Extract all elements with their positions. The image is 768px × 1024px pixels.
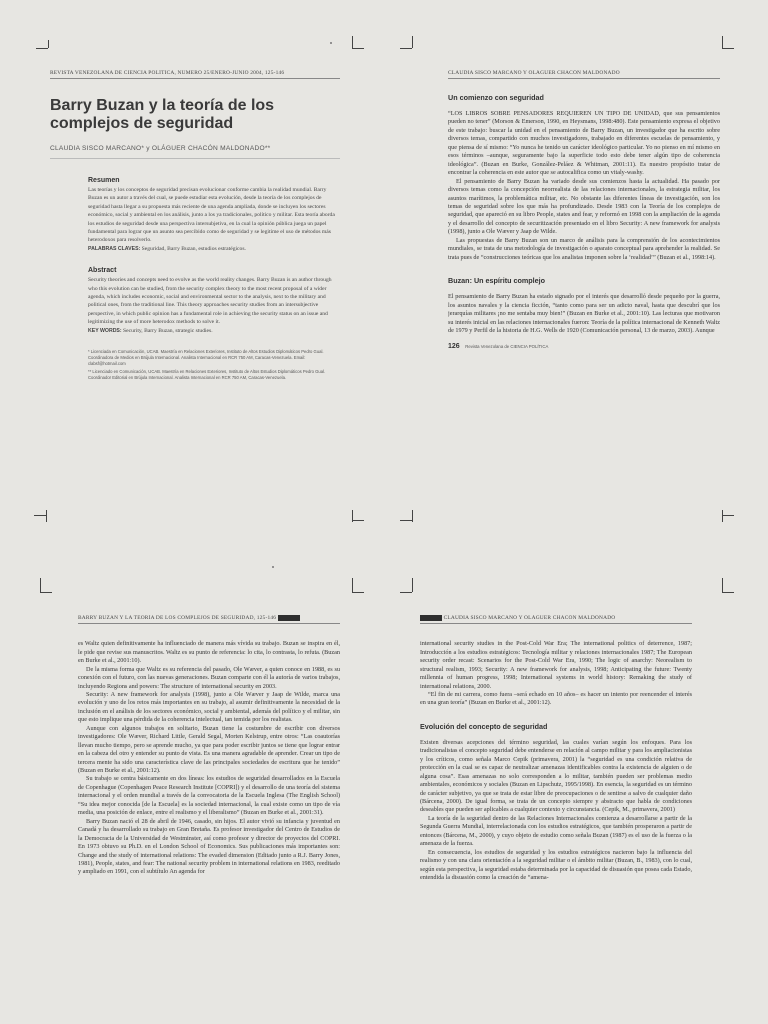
body-paragraph: “El fin de mi carrera, como fuera –será echado en 10 años– es hacer un intento por reencender el interés en una gran teoría” (Buzan en Burke et al., 2001:12).	[420, 690, 692, 707]
header-band	[420, 615, 442, 621]
palabras-claves-label: PALABRAS CLAVES:	[88, 245, 141, 252]
body-paragraph: De la misma forma que Waltz es su referencia del pasado, Ole Wæver, a quien conoce en 1988, es su conexión con el futuro, con las nuevas generaciones. Buzan comparte con él la autoría de varios trabajos, incluyendo Regions and powers: The structure of international security en 2003.	[78, 665, 340, 690]
section-heading: Buzan: Un espíritu complejo	[448, 276, 546, 286]
registration-dot	[330, 42, 332, 44]
section-heading: Un comienzo con seguridad	[448, 93, 544, 102]
crop-mark	[352, 592, 364, 593]
crop-mark	[352, 48, 364, 49]
body-paragraph: Barry Buzan nació el 28 de abril de 1946, casado, sin hijos. El autor vivió su infancia y juventud en Canadá y ha desarrollado su trabajo en Gran Bretaña. Es profesor investigador del Centro de Estudios de la Democracia de la Universidad de Westminster, así como profesor y director de proyectos del COPRI. En 1973 obtuvo su Ph.D. en el London School of Economics. Sus publicaciones más importantes son: Change and the study of international relations: The evaded dimension (Editado junto a R.J. Barry Jones, 1981), People, states, and fear: The national security problem in international relations en 1983, reeditado y ampliado en 1991, con el subtítulo An agenda for	[78, 817, 340, 876]
crop-mark	[412, 578, 413, 592]
page-127	[78, 615, 340, 1024]
body-paragraph: “LOS LIBROS SOBRE PENSADORES REQUIEREN UN TIPO DE UNIDAD, que sus pensamientos pueden no tener” (Morson & Emerson, 1990, en Heysmans, 1998:480). Este pensamiento expresa el objetivo de este trabajo: buscar la unidad en el pensamiento de Barry Buzan, un investigador que ha escrito sobre diversos temas, compartido con muchos investigadores, trabajado en diferentes escuelas de pensamiento, y que piensa de sí mismo: “Yo nunca he tenido un carácter ideológico particular. Yo no pienso en mí mismo en esos términos –aunque, seguramente bajo la superficie todo esto debe tener algún tipo de coherencia ideológica”. (Buzan en Burke, González-Peláez & Whitman, 2001:11). Es nuestro propósito tratar de encontrar la coherencia en este autor que se autocalifica como un vitaly-washy.	[448, 110, 720, 177]
body-paragraph: Su trabajo se centra básicamente en dos líneas: los estudios de seguridad desarrollados en la Escuela de Copenhague (Copenhagen Peace Research Institute [COPRI]) y el desarrollo de una teoría del sistema internacional y el orden mundial a través de la convocatoria de la Escuela Inglesa (The English School) “Su idea mejor conocida [de la Escuela] es la sociedad internacional, la cual existe como un tipo de vía media, una posición de enlace, entre el realismo y el liberalismo” (Buzan en Burke et al., 2001:31).	[78, 775, 340, 817]
body-paragraph: El pensamiento de Barry Buzan ha variado desde sus comienzos hasta la actualidad. Ha pasado por diversos temas como la concepción neorrealista de las relaciones internacionales, la estrategia militar, los asuntos marítimos, la problemática militar, etc. No obstante las diferentes líneas de investigación, son los temas de seguridad sobre los que más ha profundizado. Desde 1983 con la Teoría de los complejos de seguridad, que apareció en su libro People, states and fear, y reformó en 1998 con la ampliación de la agenda y el desarrollo del concepto de securitización presentado en el libro Security: A new framework for analysis (1998), junto a Ole Wæver y Jaap de Wilde.	[448, 177, 720, 236]
resumen-text: Las teorías y los conceptos de seguridad precisan evolucionar conforme cambia la realidad mundial. Barry Buzan es un autor a través del cual, se puede estudiar esta evolución, desde la teoría de los complejos de seguridad hasta llegar a su propuesta más reciente de una agenda ampliada, donde se incluyen los sectores económico, social y ambiental en los análisis, junto a los ya tradicionales, político y militar. Esta teoría aborda los estudios de seguridad desde una perspectiva intersubjetiva, en la cual la opinión pública juega un papel fundamental para lograr que un asunto sea percibido como de seguridad y se legitime el uso de métodos más heterodoxos para resolverlo.	[88, 187, 335, 244]
crop-mark	[352, 520, 364, 521]
crop-mark	[40, 578, 41, 592]
palabras-claves	[88, 245, 340, 253]
crop-mark	[722, 578, 723, 592]
journal-name: Revista Venezolana de CIENCIA POLÍTICA	[465, 344, 549, 350]
body-paragraph: Las propuestas de Barry Buzan son un marco de análisis para la comprensión de los acontecimientos mundiales, se trata de una metodología de investigación o aparato conceptual para aprehender la realidad. Se trata pues de “construcciones teóricas que los analistas imponen sobre la ‘realidad’” (Buzan et al., 1998:14).	[448, 236, 720, 261]
body-paragraph: Aunque con algunos trabajos en solitario, Buzan tiene la costumbre de escribir con diversos investigadores: Ole Wæver, Richard Little, Gerald Segal, Morten Kelstrup, entre otros: “Las coautorías llevan mucho tiempo, pero se aprende mucho, ya que para poder escribir juntos se tiene que lograr entrar en la cabeza del otro y entender su punto de vista. Es una manera agradable de aprender. Crear un tipo de tercera mente ha sido una característica clave de las principales sociedades de escritura que he tenido” (Buzan en Burke et al., 2001:12).	[78, 724, 340, 775]
page-126	[448, 70, 720, 490]
running-head-text: CLAUDIA SISCO MARCANO Y OLÁGUER CHACÓN MALDONADO	[443, 615, 616, 622]
footnotes	[50, 349, 340, 381]
resumen-heading: Resumen	[88, 177, 120, 184]
header-rule	[78, 623, 340, 624]
crop-mark	[352, 578, 353, 592]
title-rule	[50, 158, 340, 159]
page-128	[420, 615, 692, 1024]
page-number: 126	[448, 343, 460, 351]
registration-dot	[272, 566, 274, 568]
crop-mark	[412, 36, 413, 48]
body-paragraph: La teoría de la seguridad dentro de las Relaciones Internacionales comienza a desarrollarse a partir de la Segunda Guerra Mundial, interrelacionada con los estudios estratégicos, que también prosperaron a partir de entonces (Bárcena, M., 2000), y cuyo objeto de estudio como señala Buzan (1987) es el uso de la fuerza o la amenaza de la fuerza.	[420, 814, 692, 848]
running-head: REVISTA VENEZOLANA DE CIENCIA POLÍTICA, NÚMERO 25/ENERO-JUNIO 2004, 125-146	[50, 70, 285, 76]
palabras-claves-text: Seguridad, Barry Buzan, estudios estratégicos.	[140, 245, 246, 252]
crop-mark	[400, 48, 412, 49]
header-rule	[420, 623, 692, 624]
abstract-text: Security theories and concepts need to evolve as the world reality changes. Barry Buzan is an author through who this evolution can be studied, from the security complex theory to the most recent proposal of a wider agenda, which includes economic, social and environmental sector to the analysis, next to the military and political ones, from the traditional line. This theory approaches security studies from an intersubjective perspective, in which public opinion has a fundamental role in achieving the security status on an issue and legitimizing the use of more heterodox methods to solve it.	[88, 277, 332, 326]
crop-mark	[722, 36, 723, 48]
footnote: ** Licenciado en Comunicación, UCAB. Maestría en Relaciones Exteriores, Instituto de Altos Estudios Diplomáticos Pedro Gual. Coordinador Editorial en Brújula Internacional. Analista Internacional en RCR 750 AM, Caracas-Venezuela.	[88, 369, 326, 381]
section-heading: Evolución del concepto de seguridad	[420, 721, 548, 731]
running-head-text: BARRY BUZAN Y LA TEORÍA DE LOS COMPLEJOS DE SEGURIDAD, 125-146	[78, 615, 277, 622]
abstract-block	[50, 177, 340, 335]
body-paragraph: El pensamiento de Barry Buzan ha estado signado por el interés que desarrolló desde pequeño por la guerra, los asuntos navales y la ciencia ficción, “tanto como para ser un adicto naval, hasta que descubrí que los jerarquías militares ¡no me sentaba muy bien!” (Buzan en Burke et al., 2001:10). Las lecturas que motivaron su interés inicial en las relaciones internacionales fueron: Teoría de la política internacional de Kenneth Waltz de 1979 y Perfil de la historia de H.G. Wells de 1920 (Comunicación personal, 13 de marzo, 2003). Aunque	[448, 293, 720, 334]
body-paragraph: es Waltz quien definitivamente ha influenciado de manera más vívida su trabajo. Buzan se inspira en él, le pide que revise sus manuscritos. Waltz es su punto de referencia: lo cita, lo contrasta, lo refuta. (Buzan en Burke et al., 2001:10).	[78, 640, 340, 665]
article-title: Barry Buzan y la teoría de los complejos de seguridad	[50, 97, 275, 132]
running-head: CLAUDIA SISCO MARCANO Y OLÁGUER CHACÓN MALDONADO	[448, 70, 620, 76]
crop-mark	[48, 40, 49, 48]
crop-mark	[46, 510, 47, 522]
key-words-text: Security, Barry Buzan, strategic studies.	[121, 327, 213, 334]
running-head	[420, 615, 692, 621]
running-head	[78, 615, 340, 621]
crop-mark	[722, 515, 734, 516]
abstract-heading: Abstract	[88, 267, 117, 275]
page-footer	[448, 343, 720, 350]
crop-mark	[36, 48, 48, 49]
crop-mark	[34, 515, 46, 516]
crop-mark	[722, 510, 723, 522]
body-paragraph: Security: A new framework for analysis (1998), junto a Ole Wæver y Jaap de Wilde, marca una evolución y uno de los retos más importantes en su trabajo, al asumir definitivamente la necesidad de la inclusión en el análisis de los sectores económico, social y ambiental, además del político y el militar, sin que esto implique una pérdida de la coherencia intelectual, tan temida por los realistas.	[78, 690, 340, 724]
page-125	[50, 70, 340, 480]
article-authors: CLAUDIA SISCO MARCANO* y OLÁGUER CHACÓN MALDONADO**	[50, 145, 271, 152]
header-band	[278, 615, 300, 621]
body-paragraph: international security studies in the Post-Cold War Era; The international politics of deterrence, 1987; Introducción a los estudios estratégicos: Tecnología militar y relaciones internacionales 1987; The European security order recast: Scenarios for the Post-Cold War Era, 1990; The logic of anarchy: Neorealism to structural realism, 1993; Security: A new framework for analysis, 1998; Anticipating the future: Twenty millennia of human progress, 1998; International systems in world history: Remaking the study of international relations, 2000.	[420, 640, 692, 690]
crop-mark	[352, 36, 353, 48]
header-rule	[448, 78, 720, 79]
crop-mark	[722, 48, 734, 49]
key-words-label: KEY WORDS:	[88, 327, 122, 334]
crop-mark	[412, 510, 413, 522]
crop-mark	[400, 520, 412, 521]
crop-mark	[400, 592, 412, 593]
body-paragraph: Existen diversas acepciones del término seguridad, las cuales varían según los enfoques. Para los tradicionalistas el concepto seguridad debe entenderse en relación al campo militar y para los ampliacionistas y los críticos, como señala Marco Cepik (primavera, 2001) la “seguridad es una condición relativa de protección en la cual se es capaz de neutralizar amenazas identificables contra la existencia de alguien o de alguna cosa”. Esas amenazas no solo corresponden a lo militar, también pueden ser problemas medio ambientales, económicos y sociales (Buzan en Lipschutz, 1995/1998). En esencia, la seguridad es un término de carácter subjetivo, ya que se trata de estar libre de preocupaciones o de sentirse a salvo de cualquier daño (Bárcena, 2000). De igual forma, se trata de un concepto siempre y abstracto que habla de condiciones deseables que pueden ser aplicables a cualquier contexto y circunstancia. (Cepik, M., primavera, 2001)	[420, 738, 692, 814]
header-rule	[50, 78, 340, 79]
crop-mark	[40, 592, 52, 593]
crop-mark	[352, 510, 353, 522]
body-paragraph: En consecuencia, los estudios de seguridad y los estudios estratégicos nacieron bajo la influencia del realismo y con una clara orientación a la seguridad militar o el ámbito militar (Buzan, B., 1983), con lo cual, según esta perspectiva, la seguridad estaba determinada por la capacidad de disuasión que posea cada Estado, entendida la disuasión como la creación de “amena-	[420, 848, 692, 882]
footnote: * Licenciada en Comunicación, UCAB. Maestría en Relaciones Exteriores, Instituto de Altos Estudios Diplomáticos Pedro Gual. Coordinadora de Medios en Brújula Internacional. Analista Internacional en RCR 750 AM, Caracas-Venezuela. Email: clabsf@hotmail.com	[88, 349, 324, 367]
crop-mark	[722, 592, 734, 593]
key-words	[88, 327, 340, 335]
